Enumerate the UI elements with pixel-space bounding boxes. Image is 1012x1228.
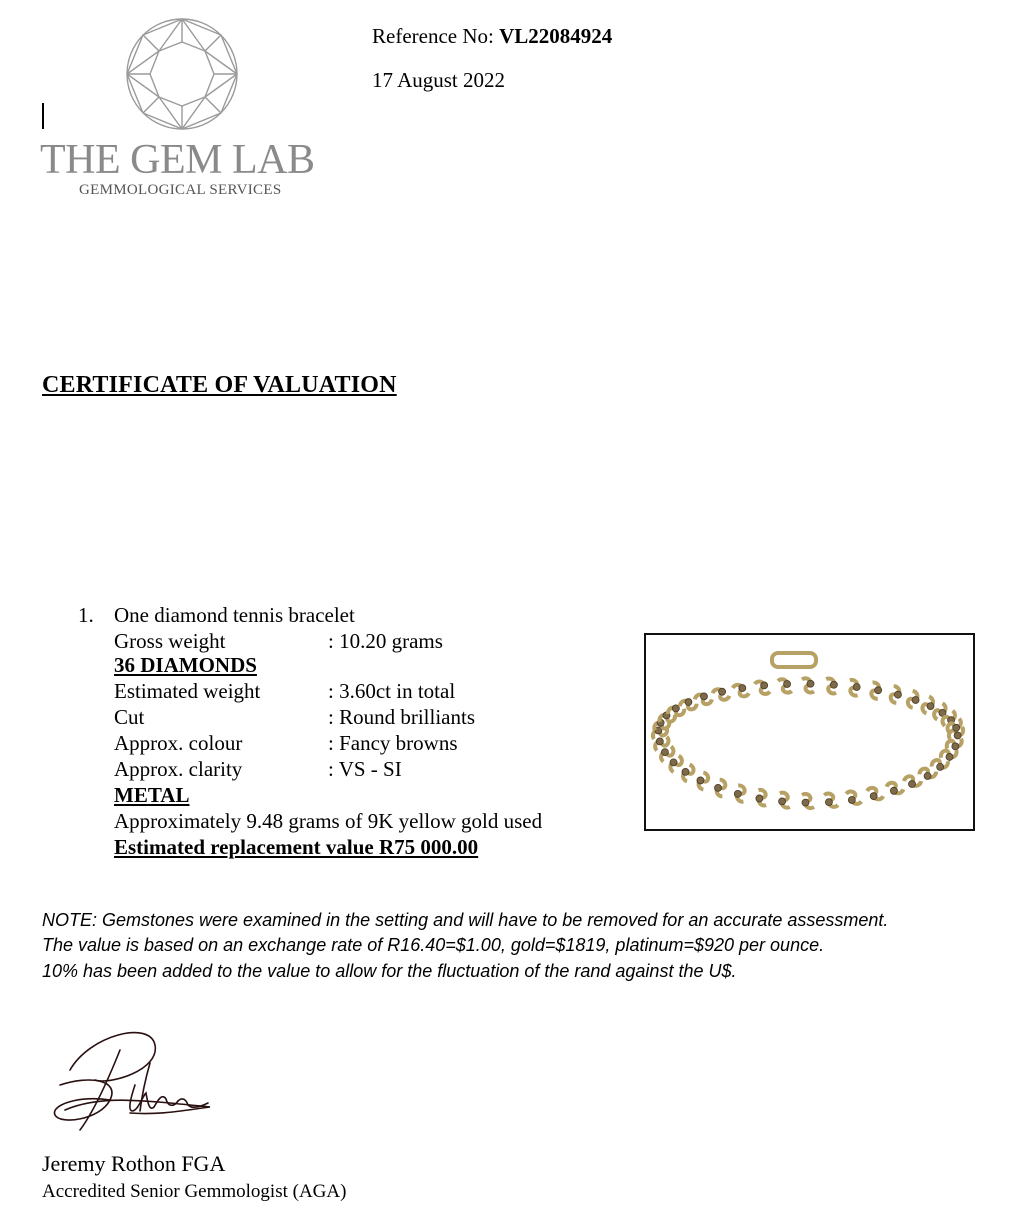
diamonds-heading: 36 DIAMONDS	[114, 653, 257, 677]
spec-label: Cut	[114, 705, 145, 729]
gross-weight-label: Gross weight	[114, 629, 226, 653]
bracelet-link	[654, 737, 670, 751]
bracelet-link	[886, 685, 904, 704]
bracelet-link	[694, 772, 713, 791]
note-line: The value is based on an exchange rate of R16.40=$1.00, gold=$1819, platinum=$920 per ounce.	[42, 935, 825, 955]
spec-value: : VS - SI	[328, 757, 402, 781]
bracelet-link	[846, 679, 862, 696]
bracelet-link	[867, 682, 884, 700]
bracelet-link	[846, 789, 862, 806]
bracelet-photo	[644, 633, 975, 831]
bracelet-link	[732, 785, 749, 803]
logo-subtitle: GEMMOLOGICAL SERVICES	[79, 182, 282, 198]
note-line: 10% has been added to the value to allow for the fluctuation of the rand against the U$.	[42, 961, 737, 981]
spec-value: : 3.60ct in total	[328, 679, 456, 703]
document-date: 17 August 2022	[372, 68, 506, 92]
bracelet-clasp	[772, 653, 816, 667]
bracelet-link	[802, 678, 814, 692]
certificate-title: CERTIFICATE OF VALUATION	[42, 372, 397, 398]
bracelet-link	[824, 678, 838, 694]
logo-title: THE GEM LAB	[40, 137, 315, 183]
bracelet-link	[802, 794, 814, 808]
reference-value: VL22084924	[499, 24, 613, 48]
text-cursor	[42, 103, 44, 129]
reference-label: Reference No:	[372, 24, 500, 48]
item-description: One diamond tennis bracelet	[114, 603, 355, 627]
spec-label: Approx. clarity	[114, 757, 243, 781]
signer-name: Jeremy Rothon FGA	[42, 1151, 226, 1176]
item-number: 1.	[78, 603, 94, 627]
gem-logo-icon	[124, 16, 240, 132]
spec-value: : Round brilliants	[328, 705, 475, 729]
bracelet-link	[778, 792, 792, 808]
bracelet-link	[886, 779, 904, 798]
spec-value: : Fancy browns	[328, 731, 458, 755]
bracelet-link	[824, 792, 838, 808]
bracelet-link	[918, 764, 937, 782]
bracelet-link	[903, 690, 922, 709]
reference-number	[372, 24, 612, 49]
metal-heading: METAL	[114, 783, 190, 807]
spec-label: Approx. colour	[114, 731, 243, 755]
note-line: NOTE: Gemstones were examined in the setting and will have to be removed for an accurate assessment.	[42, 910, 889, 930]
bracelet-link	[732, 682, 749, 700]
signer-title: Accredited Senior Gemmologist (AGA)	[42, 1181, 347, 1202]
replacement-value: Estimated replacement value R75 000.00	[114, 835, 479, 859]
bracelet-link	[712, 685, 730, 704]
bracelet-link	[754, 679, 770, 696]
handwritten-signature	[50, 1015, 220, 1135]
bracelet-link	[754, 789, 770, 806]
bracelet-link	[903, 772, 922, 791]
gross-weight-value: : 10.20 grams	[328, 629, 443, 653]
bracelet-link	[679, 764, 698, 782]
bracelet-link	[867, 785, 884, 803]
bracelet-link	[778, 678, 792, 694]
metal-text: Approximately 9.48 grams of 9K yellow gold used	[114, 809, 543, 833]
bracelet-link	[712, 779, 730, 798]
spec-label: Estimated weight	[114, 679, 261, 703]
